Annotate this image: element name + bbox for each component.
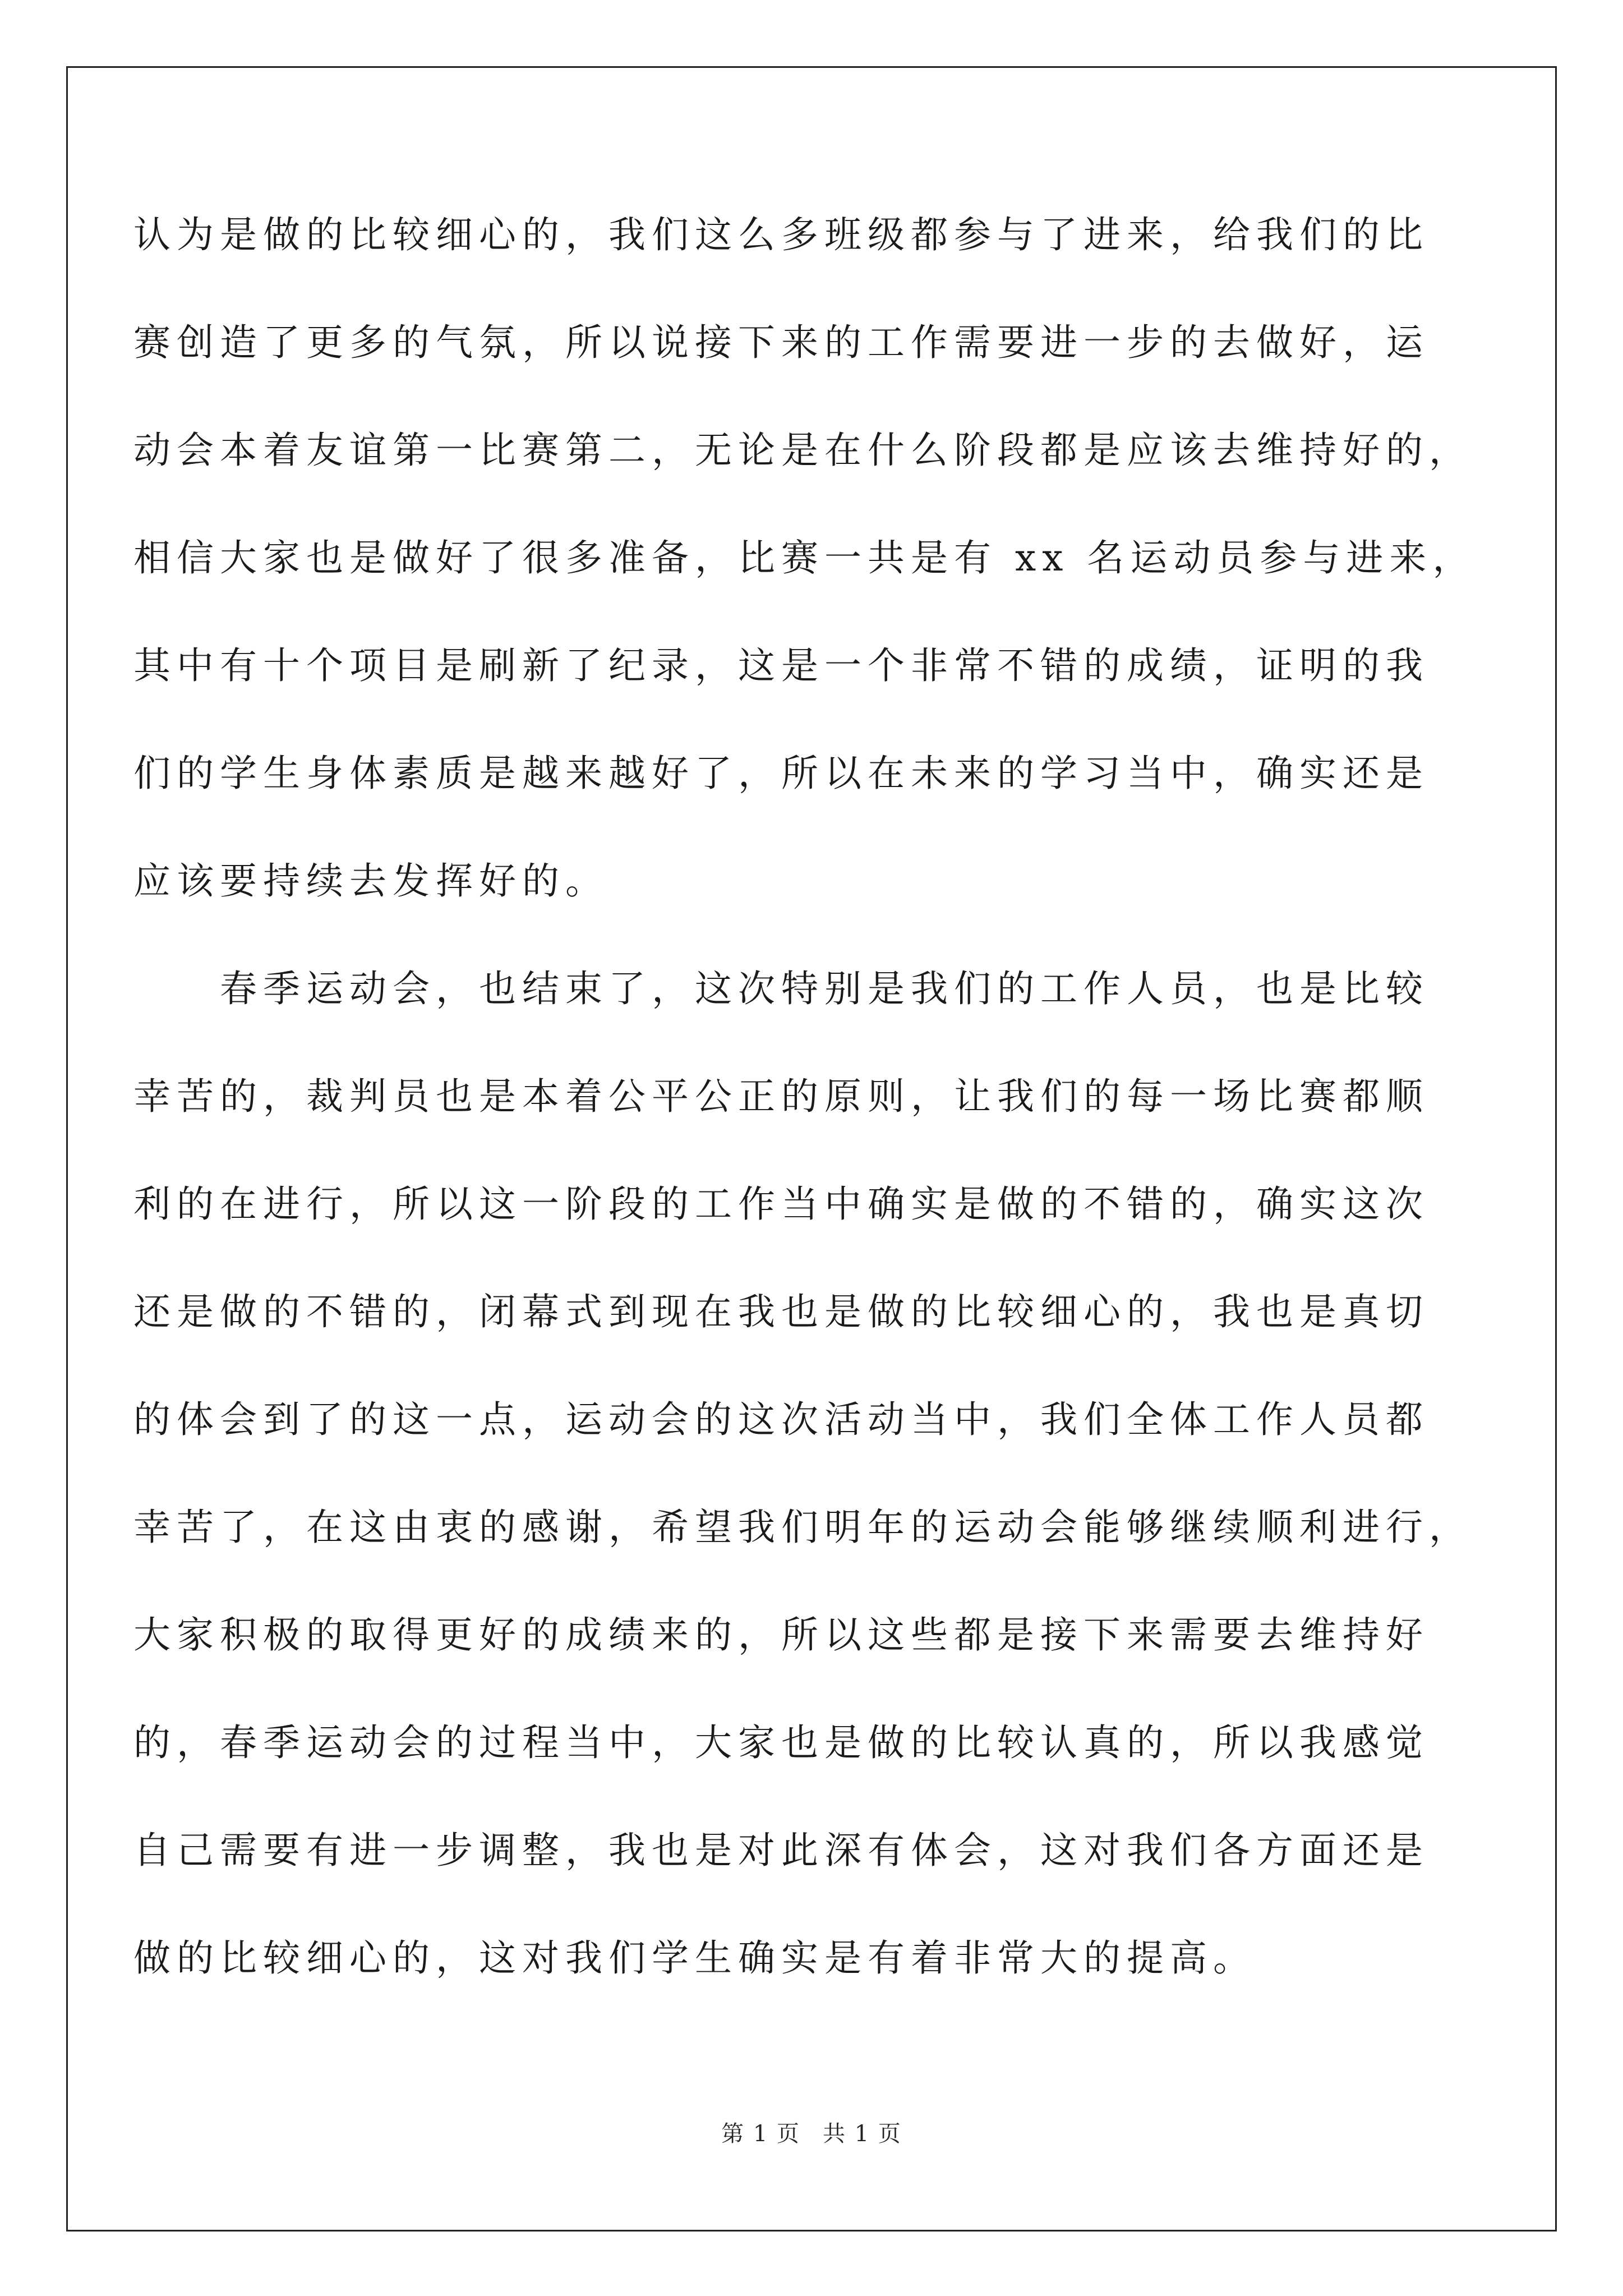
text-line: 应该要持续去发挥好的。 [133, 859, 608, 903]
page-footer [0, 2117, 1623, 2151]
text-line: 的体会到了的这一点，运动会的这次活动当中，我们全体工作人员都 [133, 1398, 1429, 1441]
text-line: 其中有十个项目是刷新了纪录，这是一个非常不错的成绩，证明的我 [133, 644, 1429, 687]
text-line: 相信大家也是做好了很多准备，比赛一共是有 xx 名运动员参与进来， [133, 536, 1476, 579]
text-line: 做的比较细心的，这对我们学生确实是有着非常大的提高。 [133, 1936, 1256, 1980]
document-body [133, 181, 1485, 2012]
text-line: 认为是做的比较细心的，我们这么多班级都参与了进来，给我们的比 [133, 213, 1429, 256]
text-line: 赛创造了更多的气氛，所以说接下来的工作需要进一步的去做好，运 [133, 321, 1429, 364]
page-total: 共 1 页 [823, 2121, 902, 2147]
page-number: 第 1 页 [721, 2121, 800, 2147]
text-line: 自己需要有进一步调整，我也是对此深有体会，这对我们各方面还是 [133, 1829, 1429, 1872]
text-line: 动会本着友谊第一比赛第二，无论是在什么阶段都是应该去维持好的， [133, 429, 1472, 472]
paragraph-start-line: 春季运动会，也结束了，这次特别是我们的工作人员，也是比较 [220, 967, 1429, 1010]
text-line: 幸苦的，裁判员也是本着公平公正的原则，让我们的每一场比赛都顺 [133, 1075, 1429, 1118]
text-line: 大家积极的取得更好的成绩来的，所以这些都是接下来需要去维持好 [133, 1613, 1429, 1657]
text-line: 的，春季运动会的过程当中，大家也是做的比较认真的，所以我感觉 [133, 1721, 1429, 1764]
text-line: 们的学生身体素质是越来越好了，所以在未来的学习当中，确实还是 [133, 752, 1429, 795]
text-line: 利的在进行，所以这一阶段的工作当中确实是做的不错的，确实这次 [133, 1182, 1429, 1226]
text-line: 还是做的不错的，闭幕式到现在我也是做的比较细心的，我也是真切 [133, 1290, 1429, 1333]
text-line: 幸苦了，在这由衷的感谢，希望我们明年的运动会能够继续顺利进行， [133, 1506, 1472, 1549]
